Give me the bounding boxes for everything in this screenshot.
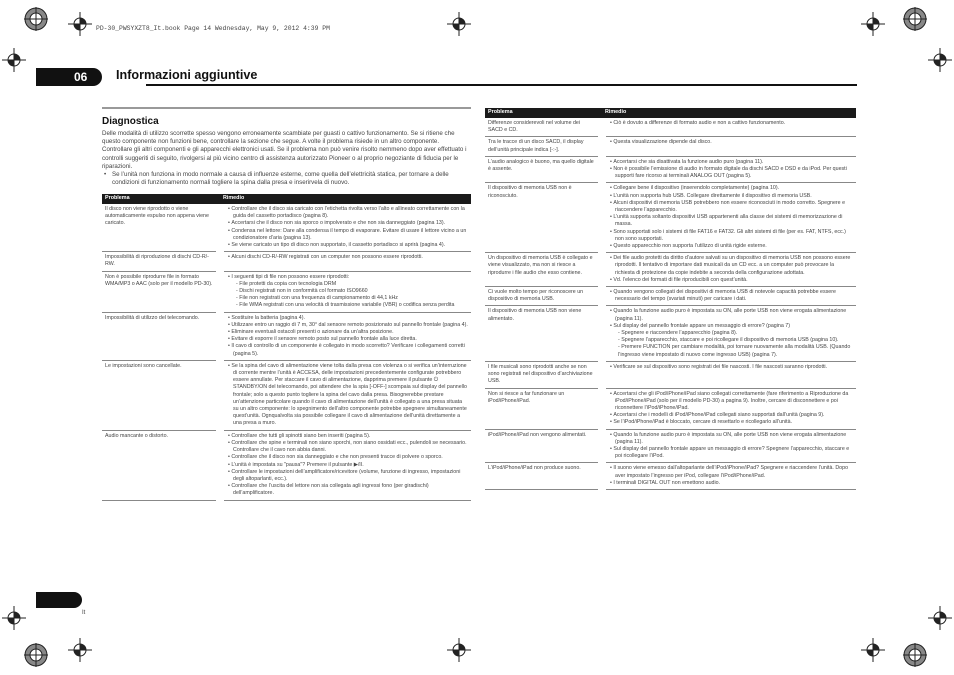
remedy-item: • Sostituire la batteria (pagina 4). xyxy=(227,315,468,322)
remedy-item: - File protetti da copia con tecnologia DRM xyxy=(236,280,337,287)
remedy-cell xyxy=(602,287,856,306)
remedy-item: • Quando la funzione audio puro è impostata su ON, alle porte USB non viene erogata alimentazione (pagina 11). xyxy=(609,308,853,322)
table-row xyxy=(102,271,471,312)
remedy-item: • Se viene caricato un tipo di disco non supportato, il cassetto portadisco si aprirà (pagina 4). xyxy=(227,242,468,249)
remedy-item: • Questo apparecchio non supporta l’utilizzo di unità rigide esterne. xyxy=(609,243,853,250)
remedy-cell xyxy=(220,430,471,500)
crosshair-top-left xyxy=(68,12,92,36)
table-row xyxy=(485,287,856,306)
problem-cell: I file musicali sono riprodotti anche se non sono registrati nel dispositivo d’archiviazione USB. xyxy=(485,361,602,388)
remedy-item: • Vd. l’elenco dei formati di file riproducibili con quest’unità. xyxy=(609,277,853,284)
problem-cell: L’iPod/iPhone/iPad non produce suono. xyxy=(485,463,602,490)
table-header-remedy: Rimedio xyxy=(220,194,471,204)
remedy-item: • Evitare di esporre il sensore remoto posto sul pannello frontale alla luce diretta. xyxy=(227,336,468,343)
remedy-cell xyxy=(602,156,856,183)
table-row xyxy=(485,253,856,287)
remedy-cell xyxy=(602,183,856,253)
table-header-problem: Problema xyxy=(485,108,602,118)
remedy-item: • Accertarsi che il disco non sia sporco o impolverato e che non sia danneggiato (pagina 13). xyxy=(227,220,468,227)
table-row xyxy=(102,252,471,271)
table-row xyxy=(102,430,471,500)
remedy-item: • I terminali DIGITAL OUT non emettono audio. xyxy=(609,480,853,487)
problem-cell: iPod/iPhone/iPad non vengono alimentati. xyxy=(485,429,602,463)
remedy-item: • Il suono viene emesso dall’altoparlante dell’iPod/iPhone/iPad? Spegnere e riaccendere l’unità. Dopo aver impostato l’ingresso per iPod, collegare l’iPod/iPhone/iPad. xyxy=(609,465,853,479)
remedy-cell xyxy=(602,306,856,361)
table-row xyxy=(485,463,856,490)
page-number: 14 xyxy=(36,592,82,608)
remedy-cell xyxy=(220,271,471,312)
remedy-item: • L’unità è impostata su "pausa"? Premere il pulsante ▶/II. xyxy=(227,462,468,469)
remedy-item: • Controllare che il disco non sia danneggiato e che non presenti tracce di polvere o sporco. xyxy=(227,454,468,461)
remedy-cell xyxy=(602,429,856,463)
table-row xyxy=(485,361,856,388)
table-header-problem: Problema xyxy=(102,194,220,204)
remedy-item: • L’unità non supporta hub USB. Collegare direttamente il dispositivo di memoria USB. xyxy=(609,193,853,200)
problem-cell: Non è possibile riprodurre file in formato WMA/MP3 o AAC (solo per il modello PD-30). xyxy=(102,271,220,312)
remedy-cell xyxy=(602,463,856,490)
table-row xyxy=(485,156,856,183)
remedy-item: • Quando la funzione audio puro è impostata su ON, alle porte USB non viene erogata alimentazione (pagina 11). xyxy=(609,432,853,446)
problem-cell: Il disco non viene riprodotto o viene automaticamente espulso non appena viene caricato. xyxy=(102,204,220,252)
remedy-item: • I seguenti tipi di file non possono essere riprodotti: xyxy=(227,274,468,281)
remedy-cell xyxy=(220,360,471,430)
remedy-item: • Dei file audio protetti da diritto d’autore salvati su un dispositivo di memoria USB non possono essere riprodotti. Il tentativo di importare dati musicali da un CD ecc. a un computer può provocare la richiesta di protezione da copie indebite a seconda della configurazione adottata. xyxy=(609,255,853,277)
chapter-header xyxy=(36,68,857,86)
problem-cell: L’audio analogico è buono, ma quello digitale è assente. xyxy=(485,156,602,183)
table-row xyxy=(485,118,856,137)
remedy-cell xyxy=(220,252,471,271)
remedy-item: • Accertarsi che gli iPod/iPhone/iPad siano collegati correttamente (fare riferimento a Riproduzione da iPod/iPhone/iPad (solo per il modello PD-30) a pagina 9). Inoltre, cercare di disconnettere e poi riconnettere l’iPod/iPhone/iPad. xyxy=(609,391,853,413)
remedy-item: • Accertarsi che i modelli di iPod/iPhone/iPad collegati siano supportati dall’unità (pagina 9). xyxy=(609,412,853,419)
crosshair-bottom-center xyxy=(447,638,471,662)
remedy-item: - File non registrati con una frequenza di campionamento di 44,1 kHz xyxy=(236,295,398,302)
problem-cell: Tra le tracce di un disco SACD, il display dell’unità principale indica [-:-]. xyxy=(485,137,602,156)
remedy-item: • L’unità supporta soltanto dispositivi USB appartenenti alla classe dei sistemi di memorizzazione di massa. xyxy=(609,214,853,228)
registration-circle-top-left xyxy=(24,7,48,31)
table-row xyxy=(102,312,471,360)
remedy-item: - Dischi registrati non in conformità col formato ISO9660 xyxy=(236,288,368,295)
problem-cell: Differenze considerevoli nel volume dei SACD e CD. xyxy=(485,118,602,137)
remedy-item: • Utilizzare entro un raggio di 7 m, 30° dal sensore remoto posizionato sul pannello frontale (pagina 4). xyxy=(227,322,468,329)
remedy-item: • Accertarsi che sia disattivata la funzione audio puro (pagina 11). xyxy=(609,159,853,166)
crosshair-right-upper xyxy=(928,48,952,72)
remedy-item: • Se l’iPod/iPhone/iPad è bloccato, cercare di resettarlo e ricollegarlo all’unità. xyxy=(609,419,853,426)
problem-cell: Impossibilità di utilizzo del telecomando. xyxy=(102,312,220,360)
remedy-item: • Eliminare eventuali ostacoli presenti o azionare da un’altra posizione. xyxy=(227,329,468,336)
table-row xyxy=(485,183,856,253)
remedy-item: • Collegare bene il dispositivo (inserendolo completamente) (pagina 10). xyxy=(609,185,853,192)
remedy-item: - Spegnere e riaccendere l’apparecchio (pagina 8). xyxy=(618,330,738,337)
remedy-item: • Non è possibile l’emissione di audio in formato digitale da dischi SACD e DSD e da iPod. Per questi supporti fare ricorso ai terminali ANALOG OUT (pagina 5). xyxy=(609,166,853,180)
troubleshooting-table-right xyxy=(485,108,856,490)
remedy-cell xyxy=(602,118,856,137)
remedy-item: • Controllare che tutti gli spinotti siano ben inseriti (pagina 5). xyxy=(227,433,468,440)
remedy-cell xyxy=(602,388,856,429)
language-code: It xyxy=(82,610,86,616)
table-row xyxy=(485,388,856,429)
remedy-item: • Controllare che il disco sia caricato con l’etichetta rivolta verso l’alto e allineato correttamente con la guida del cassetto portadisco (pagina 8). xyxy=(227,206,468,220)
remedy-item: • Verificare se sul dispositivo sono registrati dei file nascosti. I file nascosti saranno riprodotti. xyxy=(609,364,853,371)
table-row xyxy=(102,204,471,252)
remedy-item: • Il cavo di controllo di un componente è collegato in modo scorretto? Verificare i collegamenti corretti (pagina 5). xyxy=(227,343,468,357)
section-bullet-text: Se l’unità non funziona in modo normale a causa di influenze esterne, come quella dell’elettricità statica, per tornare a delle condizioni di funzionamento normali togliere la spina dalla presa e inserirvela di nuovo. xyxy=(112,171,449,187)
remedy-item: - Premere FUNCTION per cambiare modalità, poi tornare nuovamente alla modalità USB. (Quando l’ingresso viene impostato di nuovo come ingresso USB) (pagina 7). xyxy=(618,344,851,358)
chapter-rule xyxy=(146,84,857,86)
remedy-item: - File WMA registrati con una velocità di trasmissione variabile (VBR) o codifica senza perdita xyxy=(236,302,455,309)
remedy-item: • Ciò è dovuto a differenze di formato audio e non a cattivo funzionamento. xyxy=(609,120,853,127)
remedy-cell xyxy=(220,204,471,252)
remedy-item: • Questa visualizzazione dipende dal disco. xyxy=(609,139,853,146)
bullet-dot-icon: • xyxy=(104,171,107,178)
remedy-item: • Condensa nel lettore: Dare alla condensa il tempo di evaporare. Evitare di usare il lettore vicino a un condizionatore d’aria (pagina 13). xyxy=(227,228,468,242)
registration-circle-bottom-left xyxy=(24,643,48,667)
problem-cell: Il dispositivo di memoria USB non viene alimentato. xyxy=(485,306,602,361)
remedy-item: • Alcuni dispositivi di memoria USB potrebbero non essere riconosciuti in modo corretto. Spegnere e riaccendere l’apparecchio. xyxy=(609,200,853,214)
table-row xyxy=(485,429,856,463)
troubleshooting-table-left xyxy=(102,194,471,501)
book-info-line: PD-30_PWSYXZT8_It.book Page 14 Wednesday, May 9, 2012 4:39 PM xyxy=(96,25,330,32)
remedy-item: - Spegnere l’apparecchio, staccare e poi ricollegare il dispositivo di memoria USB (pagina 10). xyxy=(618,337,839,344)
table-row xyxy=(485,306,856,361)
remedy-item: • Se la spina del cavo di alimentazione viene tolta dalla presa con violenza o si verifica un’interruzione di corrente mentre l’unità è ACCESA, delle impostazioni precedentemente configurate potrebbero essere annullate. Per staccare il cavo di alimentazione, dapprima premere il pulsante ⏻ STANDBY/ON del telecomando, poi attendere che la spia [-OFF-] scompaia sul display del pannello frontale; solo a questo punto togliere la spina del cavo dalla presa. Bisognerebbe prestare un’attenzione particolare quando il cavo di alimentazione dell’unità è collegato a una presa situata su un altro componente: lo spegnimento dell’altro componente potrebbe spegnere simultaneamente quest’unità. Ognqualvolta sia possibile collegare il cavo di alimentazione dell’unità direttamente a una presa a muro. xyxy=(227,363,468,428)
chapter-title: Informazioni aggiuntive xyxy=(116,68,258,82)
problem-cell: Impossibilità di riproduzione di dischi CD-R/-RW. xyxy=(102,252,220,271)
remedy-cell xyxy=(602,253,856,287)
problem-cell: Il dispositivo di memoria USB non è riconosciuto. xyxy=(485,183,602,253)
crosshair-top-center xyxy=(447,12,471,36)
crosshair-top-right xyxy=(861,12,885,36)
remedy-item: • Sul display del pannello frontale appare un messaggio di errore? (pagina 7) xyxy=(609,323,853,330)
problem-cell: Un dispositivo di memoria USB è collegato e viene visualizzato, ma non si riesce a riprodurre i file audio che esso contiene. xyxy=(485,253,602,287)
crosshair-right-lower xyxy=(928,606,952,630)
remedy-item: • Sono supportati solo i sistemi di file FAT16 e FAT32. Gli altri sistemi di file (per es. FAT, NTFS, ecc.) non sono supportati. xyxy=(609,229,853,243)
section-bullet xyxy=(104,171,467,187)
crosshair-left-lower xyxy=(2,606,26,630)
remedy-cell xyxy=(220,312,471,360)
remedy-item: • Alcuni dischi CD-R/-RW registrati con un computer non possono essere riprodotti. xyxy=(227,254,468,261)
chapter-number: 06 xyxy=(36,68,102,86)
problem-cell: Ci vuole molto tempo per riconoscere un dispositivo di memoria USB. xyxy=(485,287,602,306)
remedy-item: • Sul display del pannello frontale appare un messaggio di errore? Spegnere l’apparecchio, staccare e poi ricollegare l’iPod. xyxy=(609,446,853,460)
problem-cell: Non si riesce a far funzionare un iPod/iPhone/iPad. xyxy=(485,388,602,429)
crosshair-bottom-right xyxy=(861,638,885,662)
remedy-item: • Controllare che spine e terminali non siano sporchi, non siano ossidati ecc., pulendoli se necessario. Controllare che il cavo non abbia danni. xyxy=(227,440,468,454)
registration-circle-bottom-right xyxy=(903,643,927,667)
crosshair-bottom-left xyxy=(68,638,92,662)
crosshair-left-upper xyxy=(2,48,26,72)
remedy-cell xyxy=(602,361,856,388)
table-row xyxy=(102,360,471,430)
table-header-remedy: Rimedio xyxy=(602,108,856,118)
remedy-item: • Controllare le impostazioni dell’amplificatore/ricevitore (volume, funzione di ingresso, impostazioni degli altoparlanti, ecc.). xyxy=(227,469,468,483)
problem-cell: Audio mancante o distorto. xyxy=(102,430,220,500)
remedy-item: • Quando vengono collegati dei dispositivi di memoria USB di notevole capacità potrebbe essere necessario del tempo (svariati minuti) per caricare i dati. xyxy=(609,289,853,303)
section-title: Diagnostica xyxy=(102,107,471,127)
remedy-item: • Controllare che l’uscita del lettore non sia collegata agli ingressi fono (per giradischi) dell’amplificatore. xyxy=(227,483,468,497)
section-intro: Delle modalità di utilizzo scorrette spesso vengono erroneamente scambiate per guasti o cattivo funzionamento. Se si ritiene che questo componente non funzioni bene, controllare la sezione che segue. A volte il problema risiede in un altro componente. Controllare gli altri componenti e gli apparecchi elettronici usati. Se il problema non può venire risolto nemmeno dopo aver effettuato i controlli suggeriti di seguito, rivolgersi al più vicino centro di assistenza autorizzato Pioneer o al proprio negoziante di fiducia per le riparazioni. xyxy=(102,130,467,170)
remedy-cell xyxy=(602,137,856,156)
registration-circle-top-right xyxy=(903,7,927,31)
table-row xyxy=(485,137,856,156)
problem-cell: Le impostazioni sono cancellate. xyxy=(102,360,220,430)
